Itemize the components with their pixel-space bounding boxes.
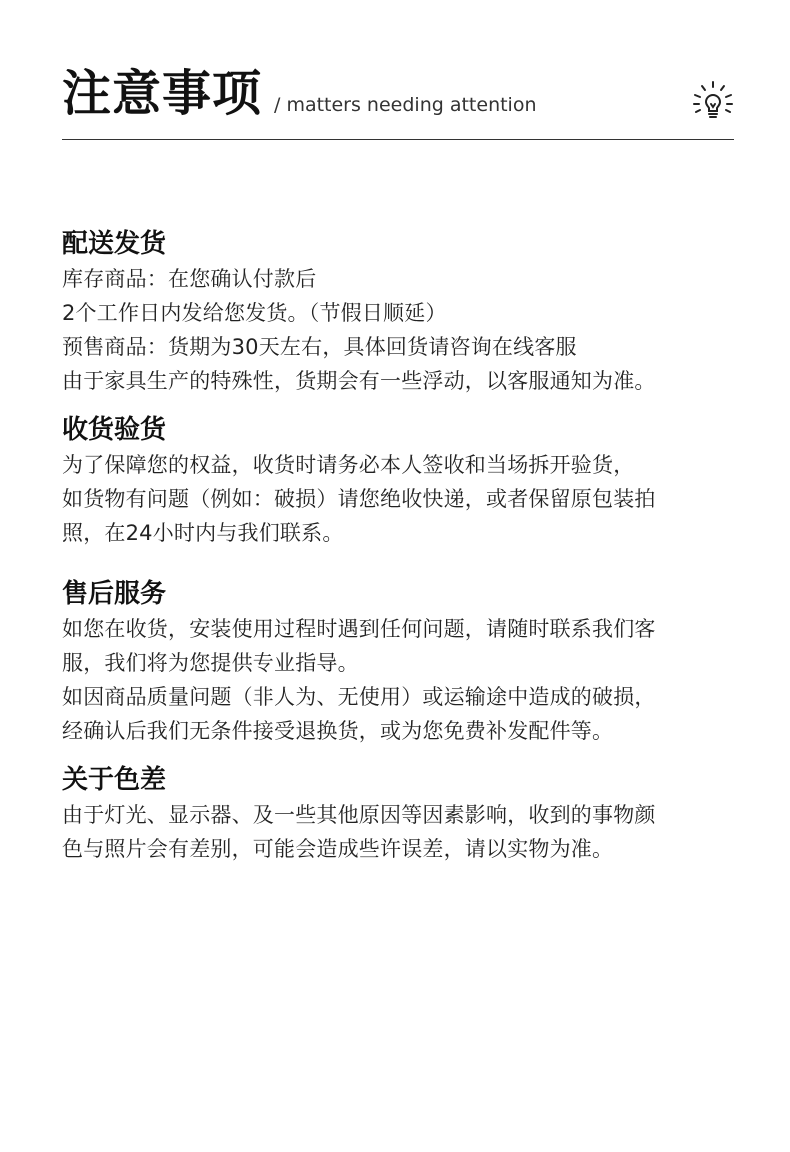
page-subtitle: / matters needing attention: [274, 94, 537, 116]
section-color-difference: [62, 762, 734, 866]
section-title-inspection: 收货验货: [62, 415, 167, 445]
section-line: 由于灯光、显示器、及一些其他原因等因素影响，收到的事物颜: [62, 803, 656, 827]
section-after-sales: [62, 576, 734, 748]
section-title-shipping: 配送发货: [62, 229, 167, 259]
section-inspection: [62, 412, 734, 550]
section-line: 如您在收货，安装使用过程时遇到任何问题，请随时联系我们客: [62, 617, 656, 641]
section-line: 预售商品：货期为30天左右，具体回货请咨询在线客服: [62, 335, 577, 359]
section-line: 色与照片会有差别，可能会造成些许误差，请以实物为准。: [62, 837, 614, 861]
section-line: 2个工作日内发给您发货。（节假日顺延）: [62, 301, 447, 325]
section-shipping: [62, 226, 734, 398]
section-line: 如因商品质量问题（非人为、无使用）或运输途中造成的破损，: [62, 685, 656, 709]
section-line: 库存商品：在您确认付款后: [62, 267, 317, 291]
section-line: 服，我们将为您提供专业指导。: [62, 651, 359, 675]
section-line: 照，在24小时内与我们联系。: [62, 521, 344, 545]
section-line: 由于家具生产的特殊性，货期会有一些浮动，以客服通知为准。: [62, 369, 656, 393]
page-header: [62, 60, 734, 140]
section-line: 经确认后我们无条件接受退换货，或为您免费补发配件等。: [62, 719, 614, 743]
page-title: 注意事项: [62, 65, 263, 122]
section-title-color-difference: 关于色差: [62, 765, 167, 795]
section-title-after-sales: 售后服务: [62, 579, 167, 609]
section-line: 如货物有问题（例如：破损）请您绝收快递，或者保留原包装拍: [62, 487, 656, 511]
section-line: 为了保障您的权益，收货时请务必本人签收和当场拆开验货，: [62, 453, 635, 477]
notice-content: [62, 226, 734, 866]
lightbulb-icon: [692, 80, 734, 122]
